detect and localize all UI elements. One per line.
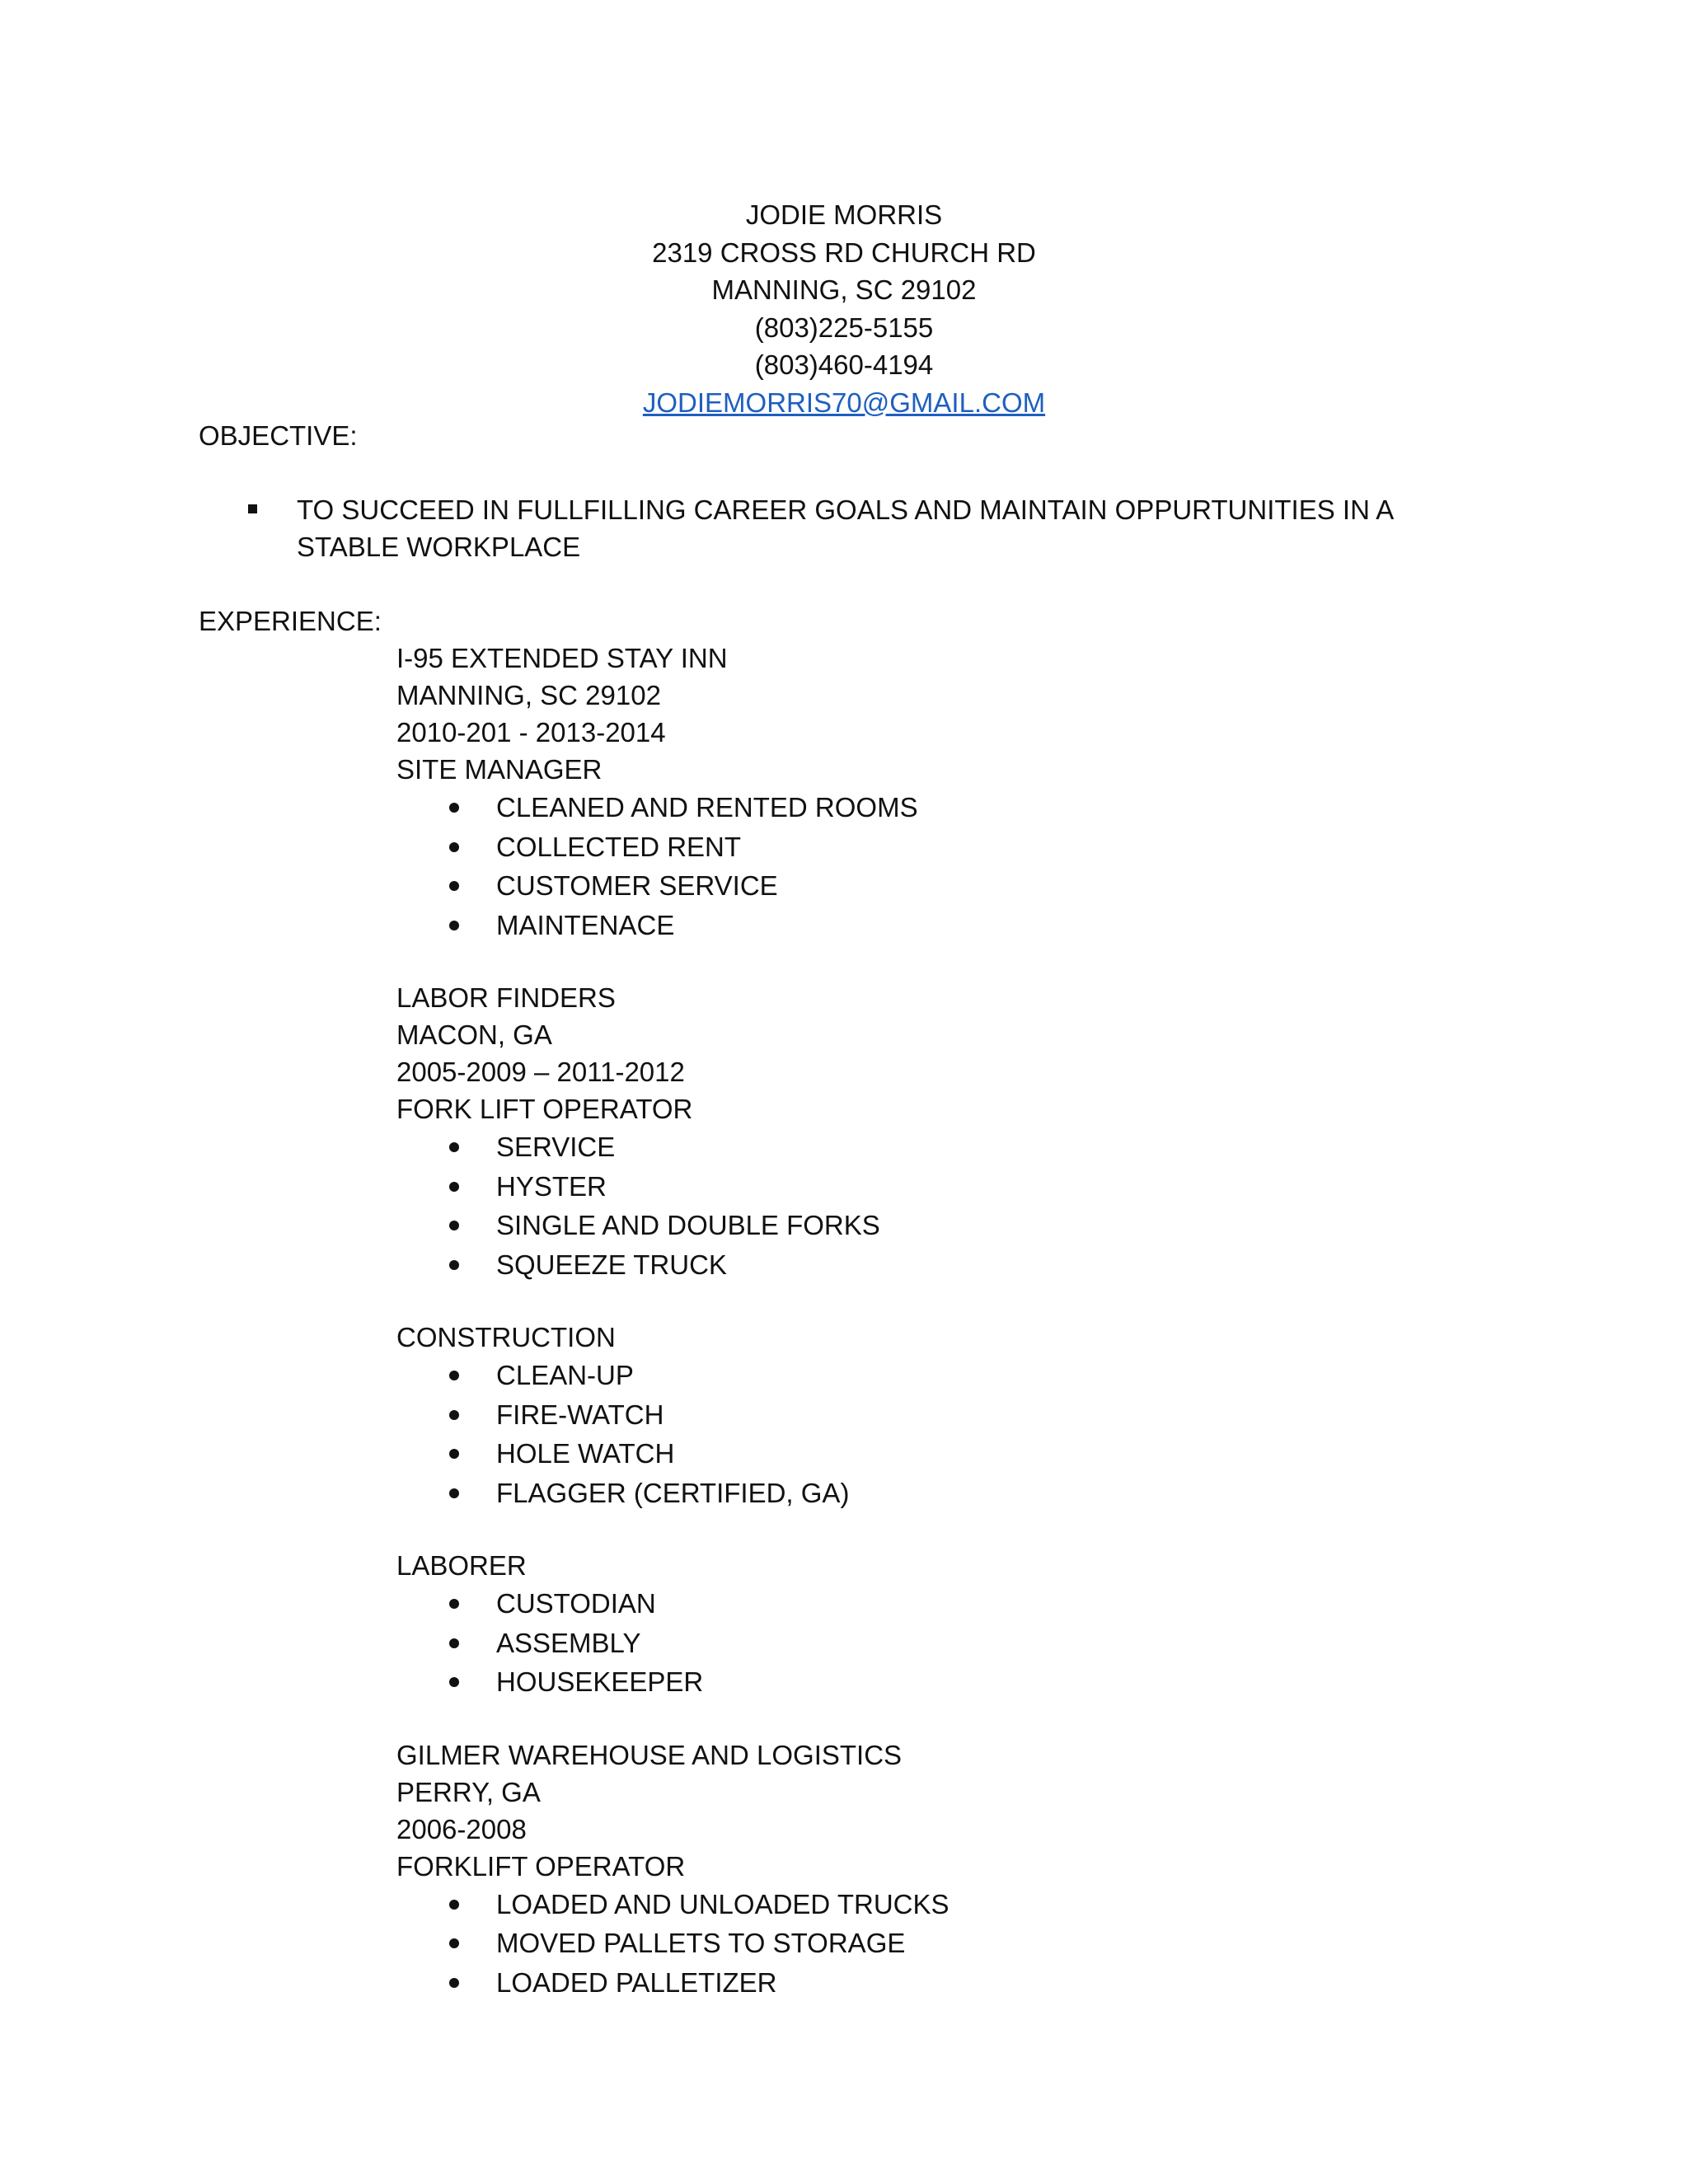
- bullet-dot-icon: [449, 803, 459, 813]
- experience-list: [396, 640, 1550, 2036]
- duty-text: CLEANED AND RENTED ROOMS: [496, 792, 918, 823]
- job-entry: [396, 640, 1550, 944]
- objective-item: [248, 491, 1484, 565]
- job-detail-line: FORKLIFT OPERATOR: [396, 1850, 686, 1882]
- bullet-dot-icon: [449, 1599, 459, 1609]
- bullet-dot-icon: [449, 1900, 459, 1910]
- duty-item: [396, 1434, 1550, 1474]
- duty-item: [396, 827, 1550, 867]
- job-entry: [396, 1547, 1550, 1702]
- job-detail-line: LABOR FINDERS: [396, 982, 616, 1013]
- job-detail-line: LABORER: [396, 1550, 527, 1581]
- job-detail-line: MANNING, SC 29102: [396, 680, 661, 710]
- duty-item: [396, 1167, 1550, 1207]
- job-detail-line: FORK LIFT OPERATOR: [396, 1094, 693, 1124]
- duty-item: [396, 1206, 1550, 1245]
- duty-item: [396, 1127, 1550, 1167]
- job-detail-line: MACON, GA: [396, 1019, 552, 1050]
- duty-item: [396, 1662, 1550, 1702]
- duty-text: CUSTOMER SERVICE: [496, 870, 778, 901]
- job-entry: [396, 1736, 1550, 2003]
- job-detail-line: GILMER WAREHOUSE AND LOGISTICS: [396, 1739, 903, 1770]
- contact-header: [0, 196, 1688, 421]
- duty-text: SQUEEZE TRUCK: [496, 1249, 727, 1280]
- applicant-name: JODIE MORRIS: [745, 199, 943, 230]
- duty-text: MOVED PALLETS TO STORAGE: [496, 1928, 906, 1958]
- duty-item: [396, 906, 1550, 945]
- duty-text: HYSTER: [496, 1170, 607, 1202]
- duty-item: [396, 1584, 1550, 1624]
- bullet-dot-icon: [449, 1938, 459, 1948]
- bullet-dot-icon: [449, 842, 459, 852]
- phone-primary: (803)225-5155: [754, 312, 934, 343]
- address-line-2: MANNING, SC 29102: [711, 274, 977, 305]
- job-detail-line: 2010-201 - 2013-2014: [396, 717, 666, 748]
- duty-text: HOUSEKEEPER: [496, 1666, 704, 1697]
- email-link[interactable]: JODIEMORRIS70@GMAIL.COM: [642, 387, 1046, 418]
- bullet-dot-icon: [449, 1221, 459, 1230]
- duty-item: [396, 1624, 1550, 1663]
- duty-text: LOADED PALLETIZER: [496, 1966, 777, 1998]
- job-detail-line: 2005-2009 – 2011-2012: [396, 1057, 685, 1087]
- duty-text: SINGLE AND DOUBLE FORKS: [496, 1210, 880, 1240]
- duty-item: [396, 1356, 1550, 1395]
- bullet-dot-icon: [449, 1410, 459, 1420]
- job-detail-line: 2006-2008: [396, 1813, 527, 1844]
- bullet-dot-icon: [449, 1978, 459, 1988]
- job-entry: [396, 1319, 1550, 1512]
- duty-text: SERVICE: [496, 1132, 616, 1162]
- duty-item: [396, 788, 1550, 827]
- duty-item: [396, 1245, 1550, 1285]
- square-bullet-icon: [248, 504, 257, 513]
- duty-item: [396, 1924, 1550, 1963]
- duty-text: CLEAN-UP: [496, 1360, 634, 1390]
- bullet-dot-icon: [449, 1488, 459, 1498]
- phone-secondary: (803)460-4194: [754, 349, 934, 380]
- duty-text: FLAGGER (CERTIFIED, GA): [496, 1477, 850, 1508]
- address-line-1: 2319 CROSS RD CHURCH RD: [652, 237, 1036, 268]
- experience-heading: EXPERIENCE:: [199, 606, 382, 636]
- duty-item: [396, 1885, 1550, 1924]
- job-detail-line: SITE MANAGER: [396, 754, 603, 785]
- duty-text: COLLECTED RENT: [496, 831, 742, 862]
- bullet-dot-icon: [449, 1142, 459, 1152]
- objective-text: TO SUCCEED IN FULLFILLING CAREER GOALS AND MAINTAIN OPPURTUNITIES IN A STABLE WORKPLACE: [297, 494, 1393, 562]
- bullet-dot-icon: [449, 881, 459, 891]
- bullet-dot-icon: [449, 921, 459, 930]
- bullet-dot-icon: [449, 1182, 459, 1192]
- duty-text: CUSTODIAN: [496, 1588, 656, 1619]
- job-entry: [396, 979, 1550, 1284]
- duty-item: [396, 1395, 1550, 1435]
- duty-text: HOLE WATCH: [496, 1438, 675, 1469]
- bullet-dot-icon: [449, 1371, 459, 1380]
- duty-text: LOADED AND UNLOADED TRUCKS: [496, 1888, 950, 1919]
- duty-text: ASSEMBLY: [496, 1627, 641, 1658]
- duty-text: FIRE-WATCH: [496, 1399, 664, 1430]
- duty-item: [396, 1963, 1550, 2003]
- duty-item: [396, 866, 1550, 906]
- job-detail-line: PERRY, GA: [396, 1776, 541, 1807]
- job-detail-line: CONSTRUCTION: [396, 1322, 616, 1352]
- bullet-dot-icon: [449, 1638, 459, 1648]
- duty-text: MAINTENACE: [496, 909, 675, 940]
- objective-heading: OBJECTIVE:: [199, 420, 358, 451]
- bullet-dot-icon: [449, 1677, 459, 1687]
- duty-item: [396, 1474, 1550, 1513]
- bullet-dot-icon: [449, 1449, 459, 1459]
- job-detail-line: I-95 EXTENDED STAY INN: [396, 643, 728, 673]
- bullet-dot-icon: [449, 1260, 459, 1270]
